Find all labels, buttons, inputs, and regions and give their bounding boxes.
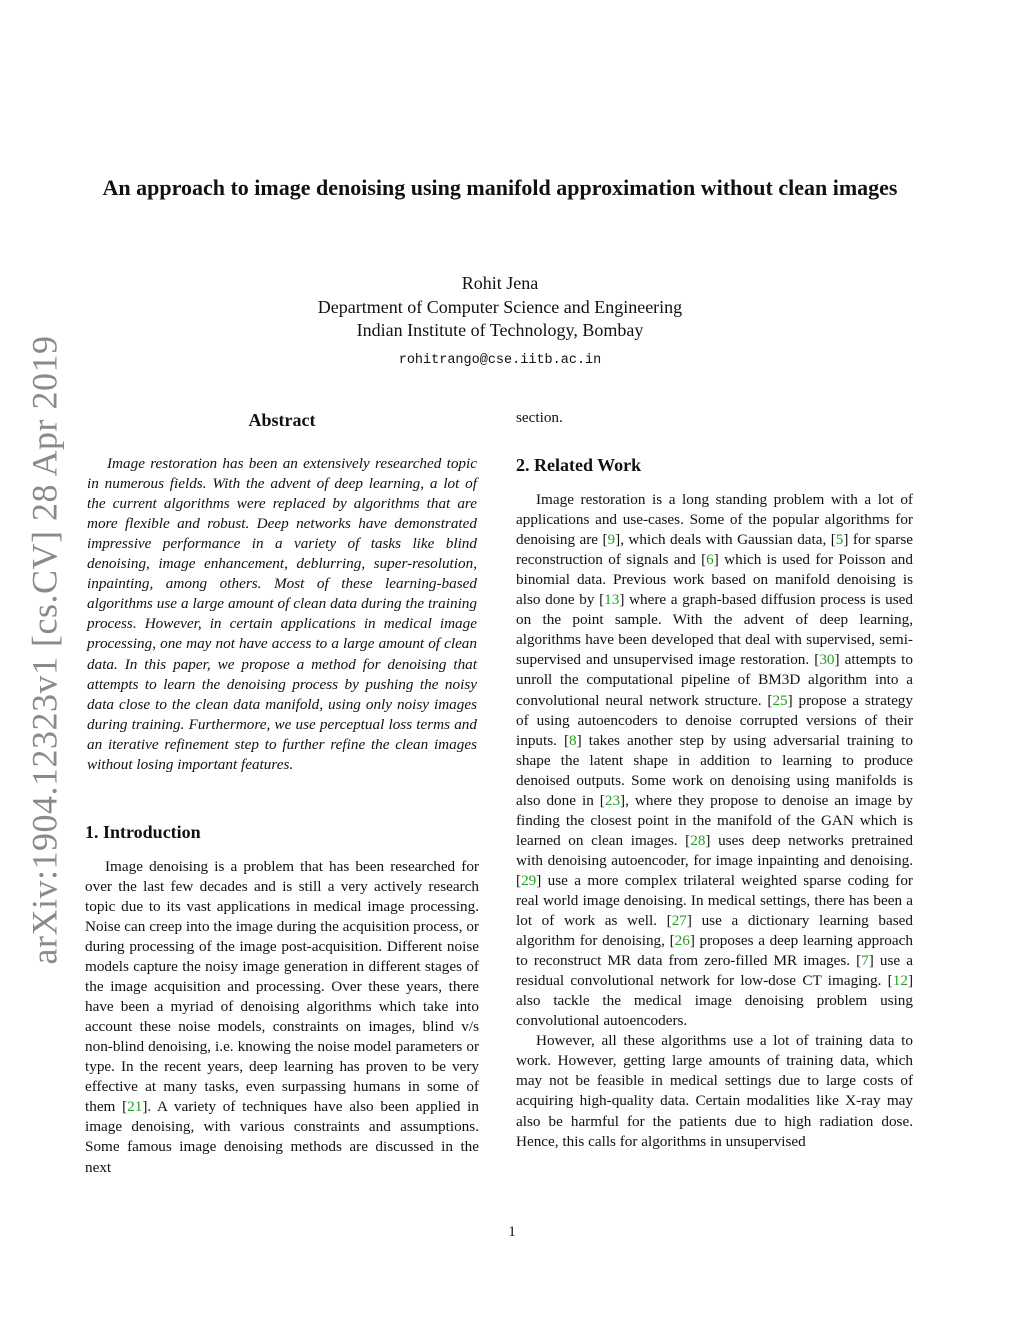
related-work-paragraph-1 xyxy=(516,490,913,1031)
author-block xyxy=(90,272,910,372)
author-department: Department of Computer Science and Engineering xyxy=(317,296,683,317)
arxiv-identifier-stamp xyxy=(22,335,66,965)
citation-link[interactable]: 13 xyxy=(604,591,620,609)
citation-link[interactable]: 29 xyxy=(521,871,537,889)
citation-link[interactable]: 6 xyxy=(706,551,714,569)
rw-text: ] uses deep networks pretrained with denoising autoencoder, for image inpainting and denoising. [ xyxy=(516,831,913,889)
citation-link[interactable]: 28 xyxy=(690,831,706,849)
rw-text: ] proposes a deep learning approach to reconstruct MR data from zero-filled MR images. [ xyxy=(516,932,913,970)
abstract-text: Image restoration has been an extensively researched topic in numerous fields. With the advent of deep learning, a lot of the current algorithms were replaced by algorithms that are more flexible and robust. Deep networks have demonstrated impressive performance in a variety of tasks like blind denoising, image enhancement, deblurring, super-resolution, inpainting, among others. Most of these learning-based algorithms use a large amount of clean data during the training process. However, in certain applications in medical image processing, one may not have access to a large amount of clean data. In this paper, we propose a method for denoising that attempts to learn the denoising process by pushing the noisy data close to the clean data manifold, using only noisy images during training. Furthermore, we use perceptual loss terms and an iterative refinement step to further refine the clean images without losing important features. xyxy=(87,455,477,773)
related-work-heading: 2. Related Work xyxy=(516,455,642,476)
paper-title: An approach to image denoising using manifold approximation without clean images xyxy=(102,175,898,200)
citation-link[interactable]: 9 xyxy=(607,531,616,549)
left-column xyxy=(85,408,479,1178)
citation-link[interactable]: 8 xyxy=(569,731,577,749)
intro-text-1: Image denoising is a problem that has been researched for over the last few decades and is still a very actively research topic due to its vast applications in medical image processing. Noise can creep into the image during the acquisition process, or during processing of the image post-acquisition. Different noise models capture the noisy image generation in different stages of the image acquisition and processing. Over these years, there have been a myriad of denoising algorithms which take into account these noise models, constraints on images, blind v/s non-blind denoising, i.e. knowing the noise model parameters or type. In the recent years, deep learning has proven to be very effective at many tasks, even surpassing humans in some of them [ xyxy=(85,857,479,1116)
rw-text: Image restoration is a long standing problem with a lot of applications and use-cases. Some of the popular algorithms for denoising are [ xyxy=(516,491,913,549)
rw-text: ] where a graph-based diffusion process is used on the point sample. With the advent of deep learning, algorithms have been developed that deal with supervised, semi-supervised and unsupervised image restoration. [ xyxy=(516,591,914,669)
introduction-heading: 1. Introduction xyxy=(85,821,201,842)
rw-text: ] also tackle the medical image denoising problem using convolutional autoencoders. xyxy=(516,972,913,1030)
rw-text: ] use a residual convolutional network for low-dose CT imaging. [ xyxy=(516,952,913,990)
rw-text: ] attempts to unroll the computational pipeline of BM3D algorithm into a convolutional neural network structure. [ xyxy=(516,651,913,709)
citation-link[interactable]: 26 xyxy=(674,932,690,950)
arxiv-identifier-text: arXiv:1904.12323v1 [cs.CV] 28 Apr 2019 xyxy=(24,335,65,965)
rw-text: ] use a dictionary learning based algorithm for denoising, [ xyxy=(516,912,913,950)
citation-link[interactable]: 27 xyxy=(671,912,687,930)
author-email[interactable]: rohitrango@cse.iitb.ac.in xyxy=(398,352,602,368)
citation-link[interactable]: 30 xyxy=(819,651,835,669)
right-column xyxy=(516,408,913,1152)
rw-text: ] for sparse reconstruction of signals and [ xyxy=(516,531,913,569)
intro-text-2: ]. A variety of techniques have also been applied in image denoising, with various constraints and assumptions. Some famous image denoising methods are discussed in the next xyxy=(85,1098,479,1176)
author-name: Rohit Jena xyxy=(461,273,539,293)
rw-text: ], where they propose to denoise an image by finding the closest point in the manifold of the GAN which is learned on clean images. [ xyxy=(516,791,913,849)
citation-link[interactable]: 21 xyxy=(127,1098,143,1116)
citation-link[interactable]: 12 xyxy=(892,972,908,990)
introduction-paragraph xyxy=(85,857,479,1178)
continuation-text: section. xyxy=(516,409,563,426)
rw-text: ] which is used for Poisson and binomial data. Previous work based on manifold denoising is also done by [ xyxy=(516,551,913,609)
author-institute: Indian Institute of Technology, Bombay xyxy=(356,320,644,340)
rw-text: ] takes another step by using adversarial training to shape the latent shape in addition to learning to produce denoised outputs. Some work on denoising using manifolds is also done in [ xyxy=(516,731,913,809)
related-work-paragraph-2: However, all these algorithms use a lot of training data to work. However, getting large amounts of training data, which may not be feasible in medical settings due to large costs of acquiring high-quality data. Certain modalities like X-ray may also be harmful for the patients due to high radiation dose. Hence, this calls for algorithms in unsupervised xyxy=(516,1032,913,1150)
page-number: 1 xyxy=(508,1224,516,1240)
abstract-heading: Abstract xyxy=(248,410,316,430)
citation-link[interactable]: 7 xyxy=(861,952,869,970)
rw-text: ] propose a strategy of using autoencoders to denoise corrupted versions of their inputs. [ xyxy=(516,691,913,749)
citation-link[interactable]: 5 xyxy=(835,531,844,549)
rw-text: ], which deals with Gaussian data, [ xyxy=(615,531,836,549)
rw-text: ] use a more complex trilateral weighted sparse coding for real world image denoising. In medical settings, there has been a lot of work as well. [ xyxy=(516,871,913,930)
citation-link[interactable]: 23 xyxy=(604,791,621,809)
citation-link[interactable]: 25 xyxy=(772,691,788,709)
